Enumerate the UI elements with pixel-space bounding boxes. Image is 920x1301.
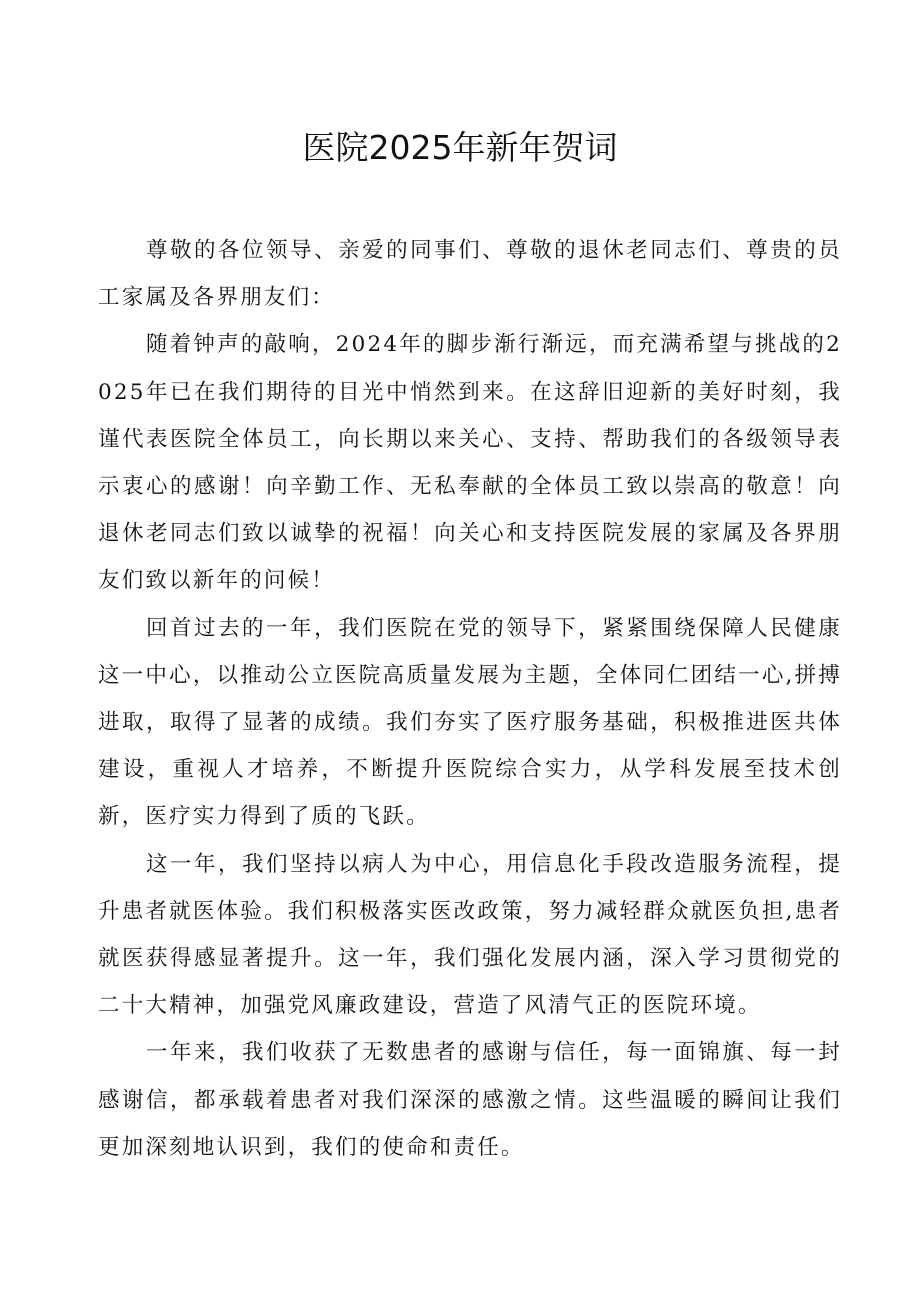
- document-body: [98, 227, 842, 1171]
- paragraph-salutation: 尊敬的各位领导、亲爱的同事们、尊敬的退休老同志们、尊贵的员工家属及各界朋友们：: [98, 238, 842, 311]
- paragraph-review: 回首过去的一年，我们医院在党的领导下，紧紧围绕保障人民健康这一中心，以推动公立医院高质量发展为主题，全体同仁团结一心,拼搏进取，取得了显著的成绩。我们夯实了医疗服务基础，积极推进医共体建设，重视人才培养，不断提升医院综合实力，从学科发展至技术创新，医疗实力得到了质的飞跃。: [98, 615, 842, 830]
- paragraph-gratitude: 一年来，我们收获了无数患者的感谢与信任，每一面锦旗、每一封感谢信，都承载着患者对我们深深的感激之情。这些温暖的瞬间让我们更加深刻地认识到，我们的使命和责任。: [98, 1040, 842, 1160]
- paragraph-service: 这一年，我们坚持以病人为中心，用信息化手段改造服务流程，提升患者就医体验。我们积极落实医改政策，努力减轻群众就医负担,患者就医获得感显著提升。这一年，我们强化发展内涵，深入学习贯彻党的二十大精神，加强党风廉政建设，营造了风清气正的医院环境。: [98, 851, 842, 1019]
- document-title: 医院2025年新年贺词: [302, 128, 618, 167]
- paragraph-greeting: 随着钟声的敲响，2024年的脚步渐行渐远，而充满希望与挑战的2025年已在我们期待的目光中悄然到来。在这辞旧迎新的美好时刻，我谨代表医院全体员工，向长期以来关心、支持、帮助我们的各级领导表示衷心的感谢！向辛勤工作、无私奉献的全体员工致以崇高的敬意！向退休老同志们致以诚挚的祝福！向关心和支持医院发展的家属及各界朋友们致以新年的问候！: [98, 332, 842, 594]
